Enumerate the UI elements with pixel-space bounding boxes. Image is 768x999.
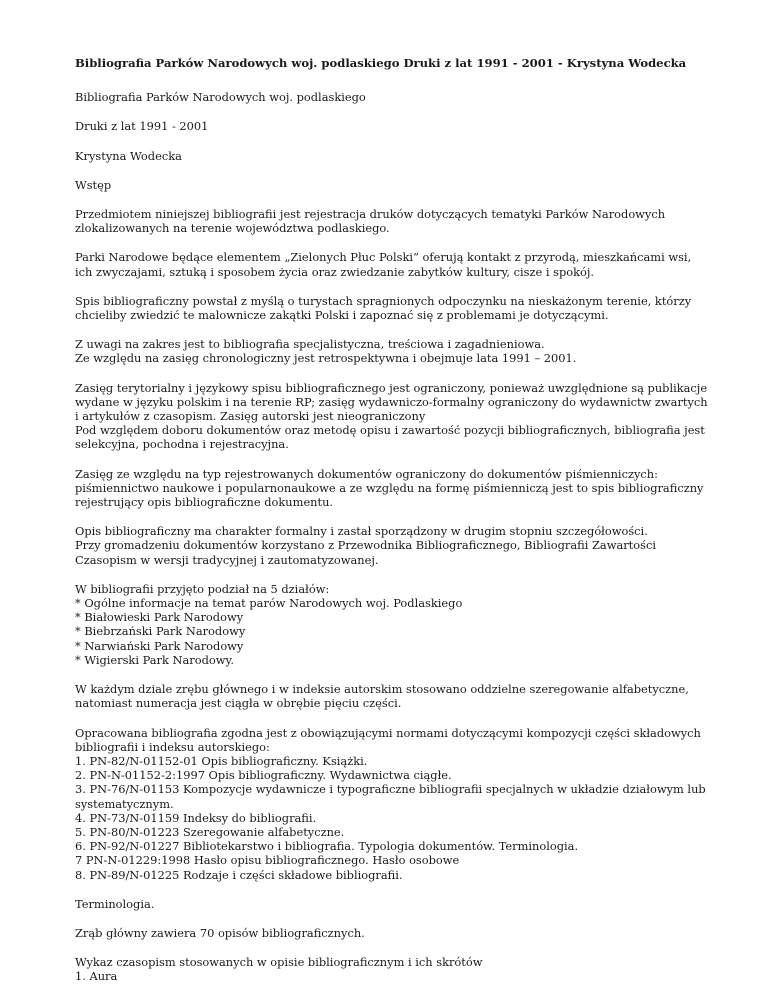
text-line: Parki Narodowe będące elementem „Zielonych Płuc Polski” oferują kontakt z przyrodą, mieszkańcami wsi, (75, 250, 692, 265)
text-line: * Ogólne informacje na temat parów Narodowych woj. Podlaskiego (75, 596, 463, 611)
paragraph (75, 250, 715, 278)
text-line: Czasopism w wersji tradycyjnej i zautomatyzowanej. (75, 552, 379, 567)
text-line: Zasięg terytorialny i językowy spisu bibliograficznego jest ograniczony, ponieważ uwzględnione są publikacje (75, 380, 708, 395)
text-line: 5. PN-80/N-01223 Szeregowanie alfabetyczne. (75, 824, 345, 839)
text-line: 8. PN-89/N-01225 Rodzaje i części składowe bibliografii. (75, 867, 403, 882)
paragraph (75, 178, 715, 192)
text-line: Przedmiotem niniejszej bibliografii jest rejestracja druków dotyczących tematyki Parków Narodowych (75, 207, 666, 222)
text-line: Wstęp (75, 177, 112, 192)
text-line: Bibliografia Parków Narodowych woj. podlaskiego (75, 90, 366, 105)
text-line: 7 PN-N-01229:1998 Hasło opisu bibliograficznego. Hasło osobowe (75, 853, 460, 868)
paragraph (75, 149, 715, 163)
text-line: * Wigierski Park Narodowy. (75, 652, 235, 667)
paragraph (75, 119, 715, 133)
paragraph (75, 524, 715, 567)
text-line: * Białowieski Park Narodowy (75, 610, 244, 625)
text-line: 1. Aura (75, 969, 118, 984)
text-line: bibliografii i indeksu autorskiego: (75, 739, 270, 754)
text-line: 3. PN-76/N-01153 Kompozycje wydawnicze i typograficzne bibliografii specjalnych w układzie działowym lub (75, 782, 706, 797)
text-line: 1. PN-82/N-01152-01 Opis bibliograficzny. Książki. (75, 753, 368, 768)
text-line: * Biebrzański Park Narodowy (75, 624, 246, 639)
paragraph (75, 897, 715, 911)
paragraph (75, 582, 715, 667)
text-line: ich zwyczajami, sztuką i sposobem życia oraz zwiedzanie zabytków kultury, cisze i spokój. (75, 264, 595, 279)
paragraph (75, 337, 715, 365)
text-line: W każdym dziale zrębu głównego i w indeksie autorskim stosowano oddzielne szeregowanie alfabetyczne, (75, 682, 689, 697)
paragraph (75, 207, 715, 235)
paragraph (75, 381, 715, 452)
text-line: piśmiennictwo naukowe i popularnonaukowe a ze względu na formę piśmienniczą jest to spis bibliograficzny (75, 480, 704, 495)
paragraph (75, 294, 715, 322)
text-line: systematycznym. (75, 796, 174, 811)
text-line: wydane w języku polskim i na terenie RP; zasięg wydawniczo-formalny ograniczony do wydawnictw zwartych (75, 394, 708, 409)
text-line: chcieliby zwiedzić te malownicze zakątki Polski i zapoznać się z problemami je dotyczącymi. (75, 308, 609, 323)
text-line: Opracowana bibliografia zgodna jest z obowiązującymi normami dotyczącymi kompozycji części składowych (75, 725, 701, 740)
text-line: natomiast numeracja jest ciągła w obrębie pięciu części. (75, 696, 402, 711)
text-line: selekcyjna, pochodna i rejestracyjna. (75, 437, 289, 452)
paragraph (75, 467, 715, 510)
document-title: Bibliografia Parków Narodowych woj. podlaskiego Druki z lat 1991 - 2001 - Krystyna Wodecka (75, 56, 687, 70)
text-line: * Narwiański Park Narodowy (75, 638, 244, 653)
text-line: W bibliografii przyjęto podział na 5 działów: (75, 581, 330, 596)
text-line: Z uwagi na zakres jest to bibliografia specjalistyczna, treściowa i zagadnieniowa. (75, 337, 545, 352)
text-line: Zasięg ze względu na typ rejestrowanych dokumentów ograniczony do dokumentów piśmienniczych: (75, 466, 658, 481)
text-line: Pod względem doboru dokumentów oraz metodę opisu i zawartość pozycji bibliograficznych, bibliografia jest (75, 423, 705, 438)
text-line: Krystyna Wodecka (75, 148, 182, 163)
text-line: Opis bibliograficzny ma charakter formalny i zastał sporządzony w drugim stopniu szczegółowości. (75, 524, 648, 539)
text-line: Ze względu na zasięg chronologiczny jest retrospektywna i obejmuje lata 1991 – 2001. (75, 351, 577, 366)
text-line: Terminologia. (75, 896, 155, 911)
text-line: i artykułów z czasopism. Zasięg autorski jest nieograniczony (75, 409, 426, 424)
text-line: Spis bibliograficzny powstał z myślą o turystach spragnionych odpoczynku na nieskażonym terenie, którzy (75, 293, 692, 308)
text-line: Przy gromadzeniu dokumentów korzystano z Przewodnika Bibliograficznego, Bibliografii Zawartości (75, 538, 656, 553)
text-line: 4. PN-73/N-01159 Indeksy do bibliografii. (75, 810, 317, 825)
text-line: Zrąb główny zawiera 70 opisów bibliograficznych. (75, 925, 365, 940)
document-body (75, 90, 715, 983)
document-page (75, 56, 715, 999)
text-line: rejestrujący opis bibliograficzne dokumentu. (75, 495, 334, 510)
paragraph (75, 726, 715, 882)
text-line: Druki z lat 1991 - 2001 (75, 119, 209, 134)
text-line: Wykaz czasopism stosowanych w opisie bibliograficznym i ich skrótów (75, 955, 483, 970)
text-line: zlokalizowanych na terenie województwa podlaskiego. (75, 221, 390, 236)
paragraph (75, 926, 715, 940)
paragraph (75, 682, 715, 710)
text-line: 6. PN-92/N-01227 Bibliotekarstwo i bibliografia. Typologia dokumentów. Terminologia. (75, 839, 579, 854)
text-line: 2. PN-N-01152-2:1997 Opis bibliograficzny. Wydawnictwa ciągłe. (75, 768, 452, 783)
paragraph (75, 955, 715, 983)
paragraph (75, 90, 715, 104)
